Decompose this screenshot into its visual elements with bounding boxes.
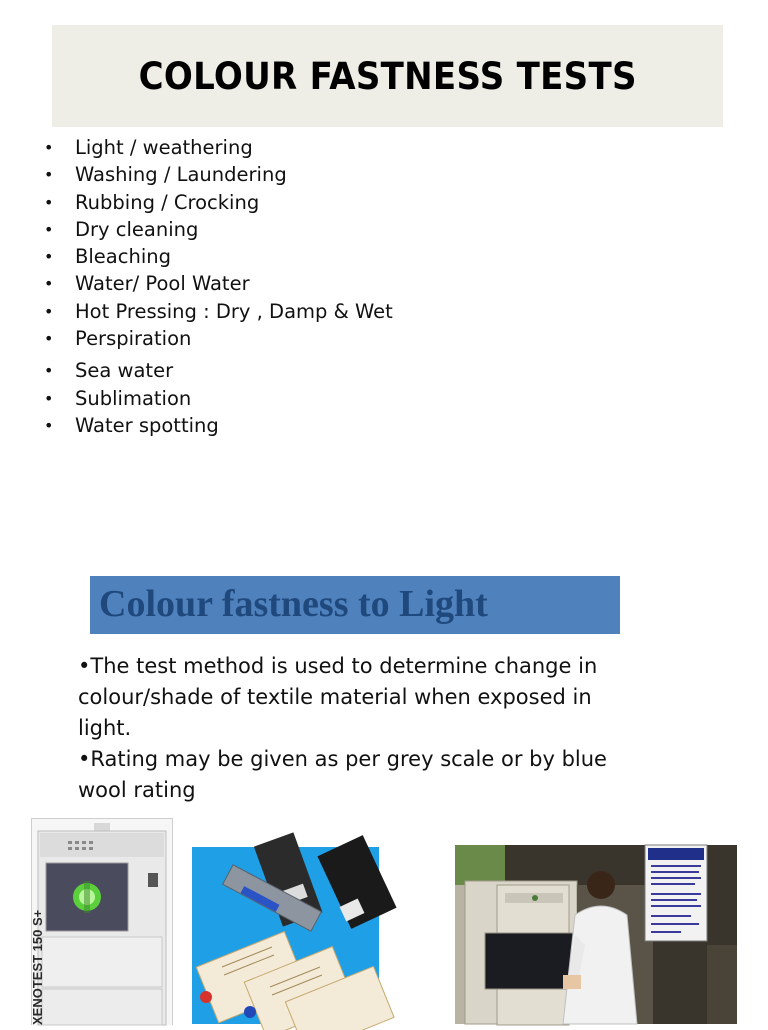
list-item: • Washing / Laundering: [42, 161, 393, 188]
section-heading-bar: [90, 576, 620, 634]
list-item: • Water/ Pool Water: [42, 270, 393, 297]
list-item: • Sublimation: [42, 385, 393, 412]
xenotest-machine-image: [31, 818, 173, 1025]
list-item: • Perspiration: [42, 325, 393, 352]
description-point: •The test method is used to determine change in colour/shade of textile material when exposed in light.: [78, 654, 598, 740]
technician-tester-image: [455, 845, 737, 1024]
list-item: • Sea water: [42, 357, 393, 384]
page-title: COLOUR FASTNESS TESTS: [138, 54, 637, 98]
section-heading: Colour fastness to Light: [99, 583, 488, 625]
list-item: • Hot Pressing : Dry , Damp & Wet: [42, 298, 393, 325]
section-description: [78, 651, 608, 806]
machine-label: XENOTEST 150 S+: [30, 909, 45, 1025]
list-item: • Water spotting: [42, 412, 393, 439]
list-item: • Dry cleaning: [42, 216, 393, 243]
grey-scale-cards-image: [192, 847, 379, 1024]
title-banner: [52, 25, 723, 127]
test-list: [42, 134, 393, 439]
list-item: • Light / weathering: [42, 134, 393, 161]
description-point: •Rating may be given as per grey scale or by blue wool rating: [78, 747, 607, 802]
list-item: • Rubbing / Crocking: [42, 189, 393, 216]
list-item: • Bleaching: [42, 243, 393, 270]
